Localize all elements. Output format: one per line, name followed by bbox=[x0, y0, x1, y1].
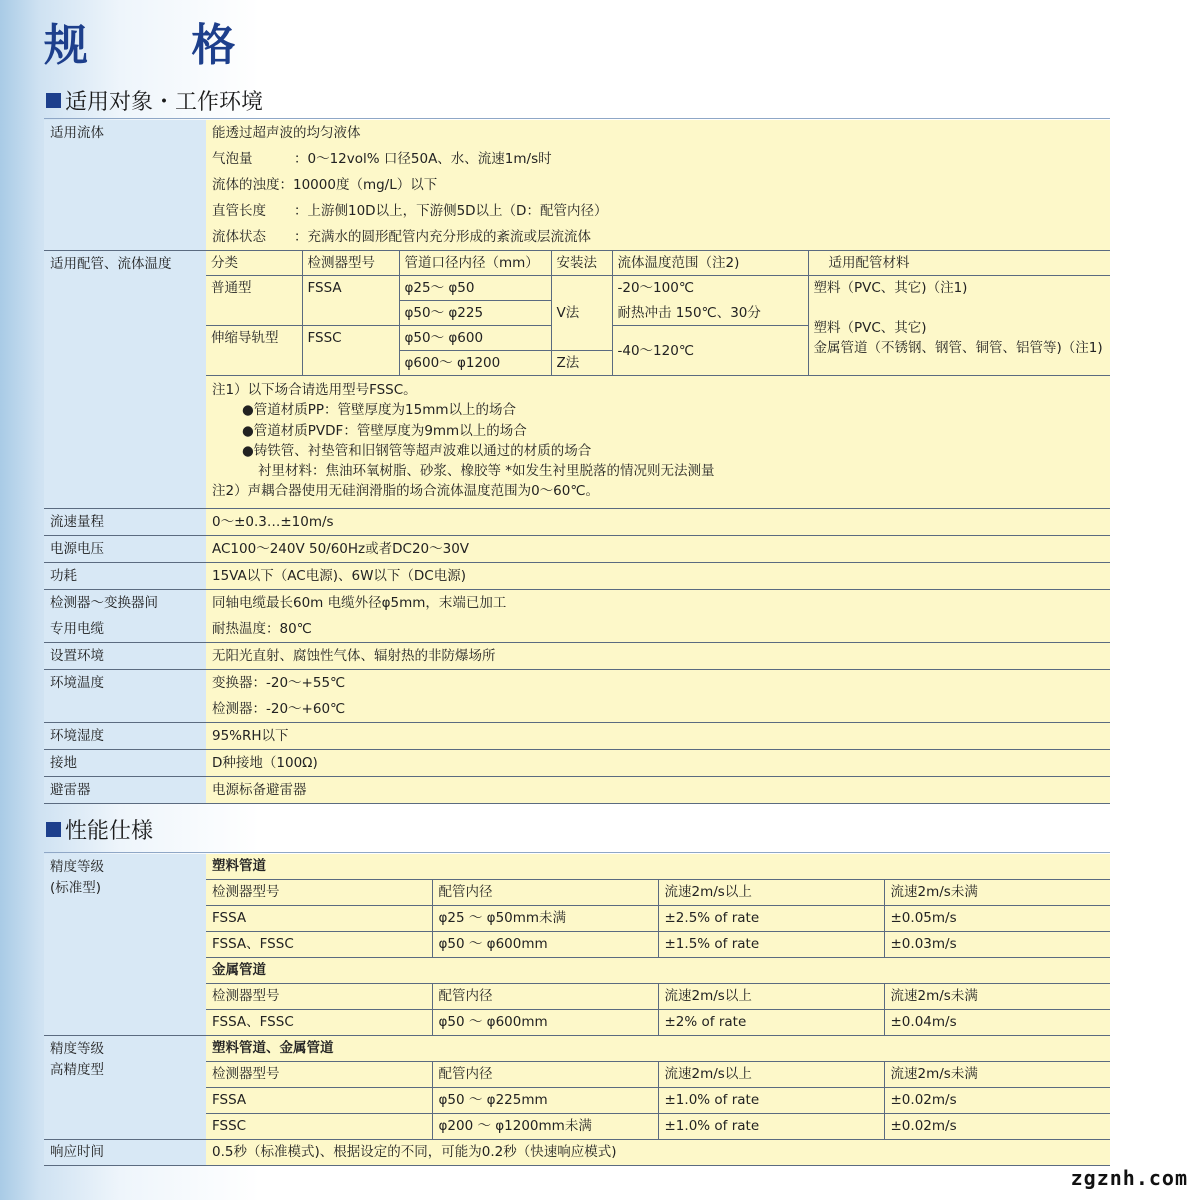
note-line: ●铸铁管、衬垫管和旧钢管等超声波难以通过的材质的场合 bbox=[242, 442, 592, 459]
temp-shock: 耐热冲击 150℃、30分 bbox=[612, 301, 808, 326]
perf-cell: ±2% of rate bbox=[658, 1010, 884, 1036]
row-cable bbox=[44, 589, 1110, 642]
perf-header: 流速2m/s以上 bbox=[658, 984, 884, 1010]
label-response-time: 响应时间 bbox=[44, 1140, 206, 1166]
value-power-voltage: AC100～240V 50/60Hz或者DC20～30V bbox=[206, 535, 1110, 562]
value-arrester: 电源标备避雷器 bbox=[206, 776, 1110, 803]
fluid-line: 能透过超声波的均匀液体 bbox=[212, 125, 361, 141]
perf-cell: FSSC bbox=[206, 1114, 432, 1140]
perf-header: 检测器型号 bbox=[206, 984, 432, 1010]
perf-cell: φ25 ～ φ50mm未满 bbox=[432, 906, 658, 932]
value-humidity: 95%RH以下 bbox=[206, 722, 1110, 749]
perf-cell: φ200 ～ φ1200mm未满 bbox=[432, 1114, 658, 1140]
spec-table bbox=[44, 120, 1110, 804]
perf-cell: FSSA、FSSC bbox=[206, 1010, 432, 1036]
label-cable: 检测器～变换器间 专用电缆 bbox=[44, 589, 206, 642]
label-ambient-temp: 环境温度 bbox=[44, 669, 206, 722]
cat-flex: 伸缩导轨型 bbox=[206, 326, 302, 376]
perf-cell: ±0.05m/s bbox=[884, 906, 1110, 932]
note-line: 衬里材料：焦油环氧树脂、砂浆、橡胶等 *如发生衬里脱落的情况则无法测量 bbox=[258, 463, 715, 480]
row-response-time bbox=[44, 1140, 1110, 1166]
perf-cell: ±0.02m/s bbox=[884, 1114, 1110, 1140]
pipe-table bbox=[206, 251, 1110, 376]
perf-cell: ±2.5% of rate bbox=[658, 906, 884, 932]
row-humidity bbox=[44, 722, 1110, 749]
perf-header: 配管内径 bbox=[432, 1062, 658, 1088]
group-plastic-metal: 塑料管道、金属管道 bbox=[206, 1036, 1110, 1062]
pipe-row bbox=[206, 276, 1110, 301]
perf-header: 配管内径 bbox=[432, 984, 658, 1010]
perf-cell: φ50 ～ φ225mm bbox=[432, 1088, 658, 1114]
row-ground bbox=[44, 749, 1110, 776]
label-flow-range: 流速量程 bbox=[44, 508, 206, 535]
perf-cell: FSSA、FSSC bbox=[206, 932, 432, 958]
note-line: 注1）以下场合请选用型号FSSC。 bbox=[212, 382, 417, 398]
pipe-header: 安装法 bbox=[551, 251, 612, 276]
row-fluid bbox=[44, 120, 1110, 251]
label-humidity: 环境湿度 bbox=[44, 722, 206, 749]
row-power-voltage bbox=[44, 535, 1110, 562]
diameter-cell: φ50～ φ600 bbox=[399, 326, 551, 351]
row-power-consumption bbox=[44, 562, 1110, 589]
pipe-header: 检测器型号 bbox=[302, 251, 399, 276]
performance-table bbox=[44, 854, 1110, 1166]
fluid-line: 流体状态 ：充满水的圆形配管内充分形成的紊流或层流流体 bbox=[212, 229, 591, 245]
perf-cell: ±1.5% of rate bbox=[658, 932, 884, 958]
perf-row bbox=[44, 1036, 1110, 1062]
section-heading-performance: 性能仕様 bbox=[46, 818, 153, 846]
model-normal: FSSA bbox=[302, 276, 399, 326]
value-power-consumption: 15VA以下（AC电源)、6W以下（DC电源) bbox=[206, 562, 1110, 589]
perf-cell: ±0.04m/s bbox=[884, 1010, 1110, 1036]
row-flow-range bbox=[44, 508, 1110, 535]
diameter-cell: φ50～ φ225 bbox=[399, 301, 551, 326]
temp-normal: -20～100℃ bbox=[612, 276, 808, 301]
cat-normal: 普通型 bbox=[206, 276, 302, 326]
value-pipe bbox=[206, 251, 1110, 509]
pipe-header: 管道口径内径（mm） bbox=[399, 251, 551, 276]
perf-cell: φ50 ～ φ600mm bbox=[432, 1010, 658, 1036]
perf-header: 检测器型号 bbox=[206, 880, 432, 906]
perf-cell: FSSA bbox=[206, 906, 432, 932]
perf-cell: ±1.0% of rate bbox=[658, 1114, 884, 1140]
section-heading-environment: 适用对象・工作环境 bbox=[46, 89, 263, 117]
perf-header: 检测器型号 bbox=[206, 1062, 432, 1088]
square-bullet-icon bbox=[46, 822, 61, 837]
perf-row bbox=[44, 854, 1110, 880]
fluid-line: 流体的浊度：10000度（mg/L）以下 bbox=[212, 177, 438, 193]
label-pipe: 适用配管、流体温度 bbox=[44, 251, 206, 509]
row-install-env bbox=[44, 642, 1110, 669]
perf-header: 配管内径 bbox=[432, 880, 658, 906]
square-bullet-icon bbox=[46, 93, 61, 108]
perf-header: 流速2m/s以上 bbox=[658, 1062, 884, 1088]
perf-cell: φ50 ～ φ600mm bbox=[432, 932, 658, 958]
material-normal: 塑料（PVC、其它)（注1) bbox=[808, 276, 1110, 301]
label-power-voltage: 电源电压 bbox=[44, 535, 206, 562]
page-title: 规 格 bbox=[44, 20, 280, 71]
label-accuracy-high: 精度等级 高精度型 bbox=[44, 1036, 206, 1140]
perf-header: 流速2m/s以上 bbox=[658, 880, 884, 906]
pipe-header: 分类 bbox=[206, 251, 302, 276]
temp-flex: -40～120℃ bbox=[612, 326, 808, 376]
group-plastic: 塑料管道 bbox=[206, 854, 1110, 880]
label-fluid: 适用流体 bbox=[44, 120, 206, 251]
value-fluid bbox=[206, 120, 1110, 251]
watermark: zgznh.com bbox=[1070, 1166, 1188, 1190]
material-flex: 塑料（PVC、其它) 金属管道（不锈钢、钢管、铜管、铝管等)（注1) bbox=[808, 301, 1110, 376]
label-accuracy-standard: 精度等级 (标准型) bbox=[44, 854, 206, 1036]
value-ambient-temp: 变换器：-20～+55℃ 检测器：-20～+60℃ bbox=[206, 669, 1110, 722]
perf-cell: FSSA bbox=[206, 1088, 432, 1114]
pipe-header: 适用配管材料 bbox=[808, 251, 1110, 276]
note-line: ●管道材质PP：管壁厚度为15mm以上的场合 bbox=[242, 402, 517, 419]
diameter-cell: φ25～ φ50 bbox=[399, 276, 551, 301]
perf-header: 流速2m/s未满 bbox=[884, 984, 1110, 1010]
perf-cell: ±1.0% of rate bbox=[658, 1088, 884, 1114]
label-ground: 接地 bbox=[44, 749, 206, 776]
row-ambient-temp bbox=[44, 669, 1110, 722]
model-flex: FSSC bbox=[302, 326, 399, 376]
note-line: ●管道材质PVDF：管壁厚度为9mm以上的场合 bbox=[242, 422, 527, 439]
note-line: 注2）声耦合器使用无硅润滑脂的场合流体温度范围为0～60℃。 bbox=[212, 483, 600, 500]
perf-cell: ±0.03m/s bbox=[884, 932, 1110, 958]
pipe-notes bbox=[206, 376, 1110, 508]
value-response-time: 0.5秒（标准模式)、根据设定的不同，可能为0.2秒（快速响应模式) bbox=[206, 1140, 1110, 1166]
label-power-consumption: 功耗 bbox=[44, 562, 206, 589]
label-install-env: 设置环境 bbox=[44, 642, 206, 669]
value-install-env: 无阳光直射、腐蚀性气体、辐射热的非防爆场所 bbox=[206, 642, 1110, 669]
row-pipe bbox=[44, 251, 1110, 509]
fluid-line: 气泡量 ：0～12vol% 口径50A、水、流速1m/s时 bbox=[212, 151, 552, 167]
fluid-line: 直管长度 ：上游侧10D以上，下游侧5D以上（D：配管内径） bbox=[212, 203, 608, 219]
value-ground: D种接地（100Ω) bbox=[206, 749, 1110, 776]
perf-header: 流速2m/s未满 bbox=[884, 1062, 1110, 1088]
value-cable: 同轴电缆最长60m 电缆外径φ5mm，末端已加工 耐热温度：80℃ bbox=[206, 589, 1110, 642]
value-flow-range: 0～±0.3…±10m/s bbox=[206, 508, 1110, 535]
perf-cell: ±0.02m/s bbox=[884, 1088, 1110, 1114]
section-rule bbox=[44, 118, 1110, 119]
method-v: V法 bbox=[551, 276, 612, 351]
pipe-header: 流体温度范围（注2) bbox=[612, 251, 808, 276]
label-arrester: 避雷器 bbox=[44, 776, 206, 803]
group-metal: 金属管道 bbox=[206, 958, 1110, 984]
section-rule bbox=[44, 852, 1110, 853]
method-z: Z法 bbox=[551, 351, 612, 376]
pipe-header-row bbox=[206, 251, 1110, 276]
row-arrester bbox=[44, 776, 1110, 803]
diameter-cell: φ600～ φ1200 bbox=[399, 351, 551, 376]
perf-header: 流速2m/s未满 bbox=[884, 880, 1110, 906]
